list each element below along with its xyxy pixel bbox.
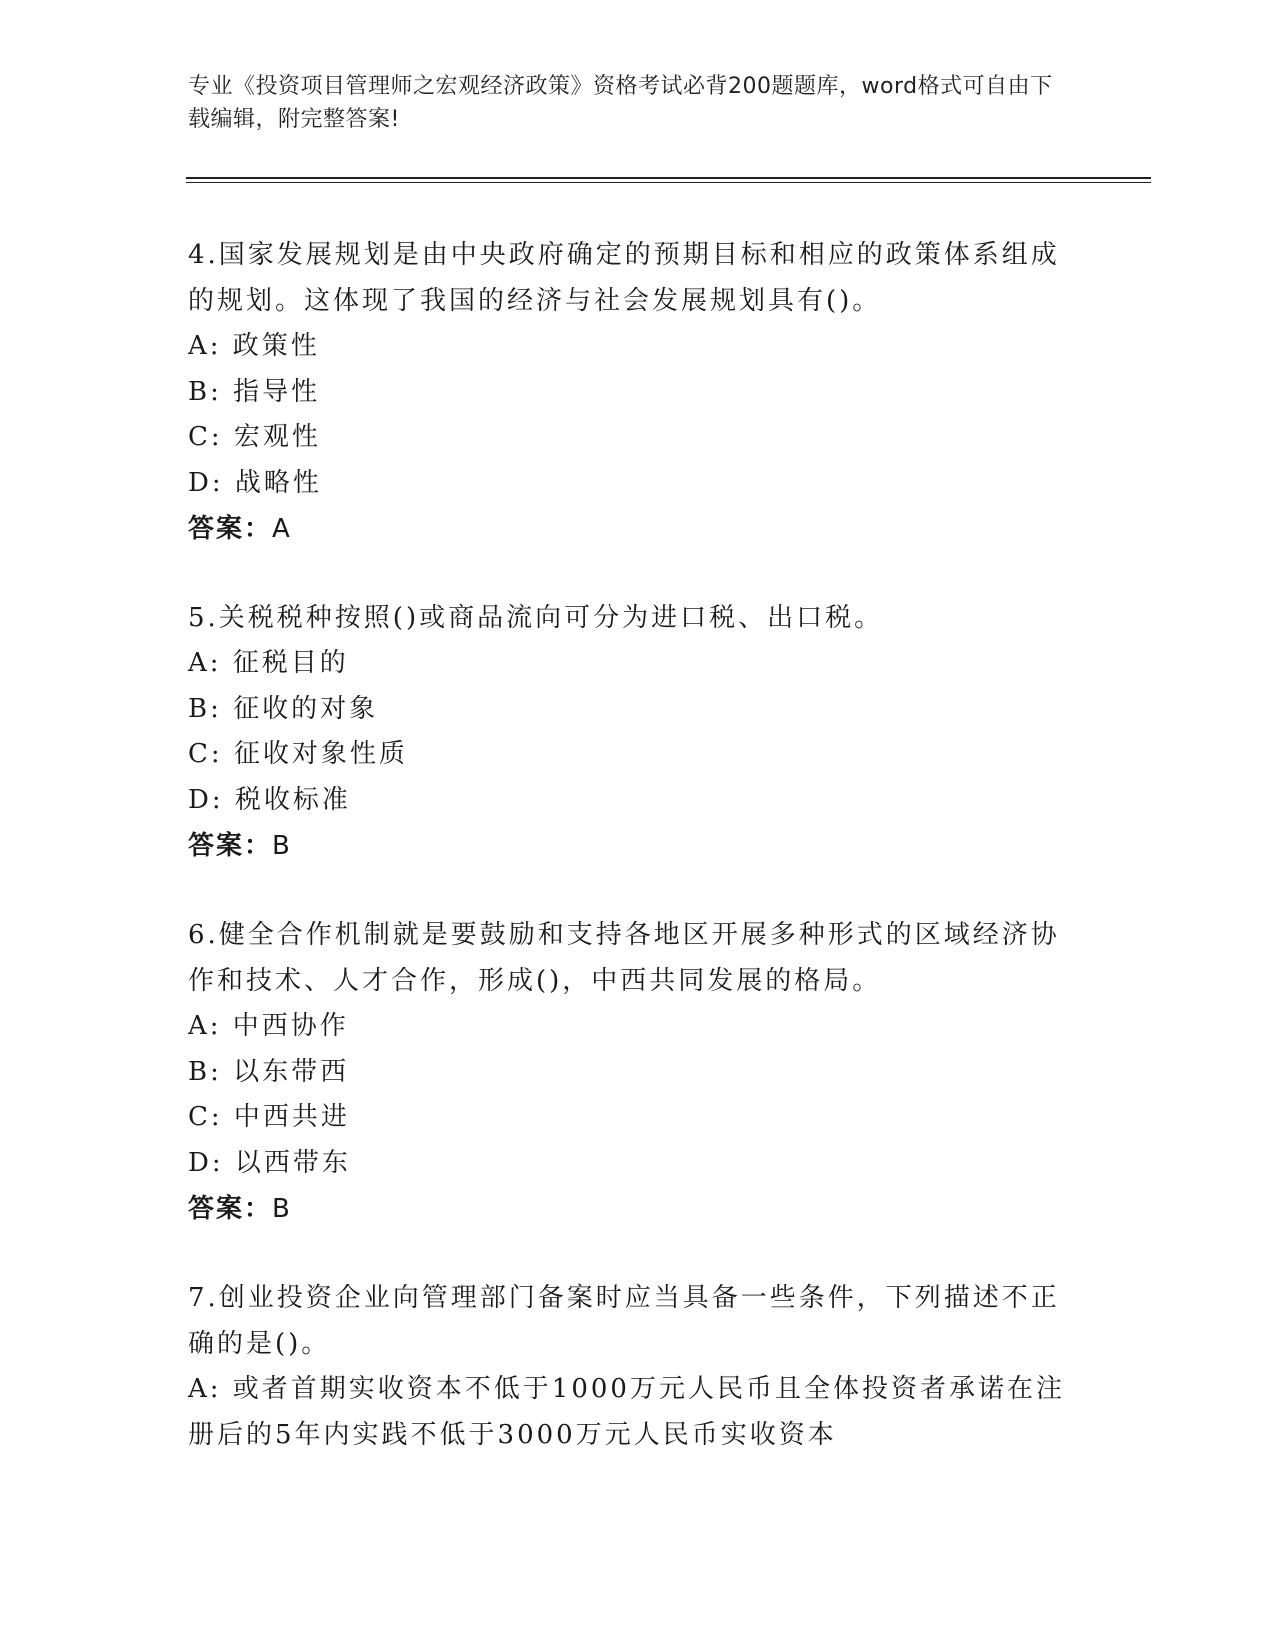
answer-label: 答案： — [188, 514, 273, 544]
option-b: B: 指导性 — [188, 376, 321, 407]
option-a: A: 中西协作 — [188, 1011, 349, 1041]
option-d: D: 以西带东 — [188, 1147, 351, 1178]
question-stem: 6.健全合作机制就是要鼓励和支持各地区开展多种形式的区域经济协作和技术、人才合作，形成()，中西共同发展的格局。 — [188, 920, 1060, 996]
option-b: B: 以东带西 — [188, 1056, 350, 1087]
question-stem: 4.国家发展规划是由中央政府确定的预期目标和相应的政策体系组成的规划。这体现了我国的经济与社会发展规划具有()。 — [188, 240, 1060, 316]
option-a: A: 征税目的 — [188, 648, 349, 678]
answer-line — [188, 506, 1068, 552]
answer-value: B — [272, 831, 292, 861]
option-c: C: 宏观性 — [188, 422, 321, 452]
question-stem: 7.创业投资企业向管理部门备案时应当具备一些条件，下列描述不正确的是()。 — [188, 1283, 1060, 1359]
header-divider-thick — [186, 177, 1151, 179]
question-5 — [188, 595, 1068, 869]
option-a: A: 或者首期实收资本不低于1000万元人民币且全体投资者承诺在注册后的5年内实践不低于3000万元人民币实收资本 — [188, 1374, 1065, 1450]
option-c: C: 征收对象性质 — [188, 739, 408, 769]
question-7 — [188, 1275, 1068, 1458]
answer-label: 答案： — [188, 1194, 273, 1224]
answer-line — [188, 823, 1068, 869]
option-b: B: 征收的对象 — [188, 693, 379, 724]
answer-line — [188, 1186, 1068, 1232]
option-d: D: 战略性 — [188, 467, 322, 498]
question-6 — [188, 912, 1068, 1232]
question-stem: 5.关税税种按照()或商品流向可分为进口税、出口税。 — [188, 603, 884, 633]
header-divider-thin — [186, 182, 1151, 183]
option-a: A: 政策性 — [188, 331, 320, 361]
document-header: 专业《投资项目管理师之宏观经济政策》资格考试必背200题题库，word格式可自由下载编辑，附完整答案! — [188, 74, 1053, 132]
answer-value: A — [272, 514, 292, 544]
option-c: C: 中西共进 — [188, 1102, 350, 1132]
answer-label: 答案： — [188, 831, 273, 861]
answer-value: B — [272, 1194, 292, 1224]
option-d: D: 税收标准 — [188, 784, 351, 815]
question-list — [188, 232, 1068, 1501]
question-4 — [188, 232, 1068, 552]
